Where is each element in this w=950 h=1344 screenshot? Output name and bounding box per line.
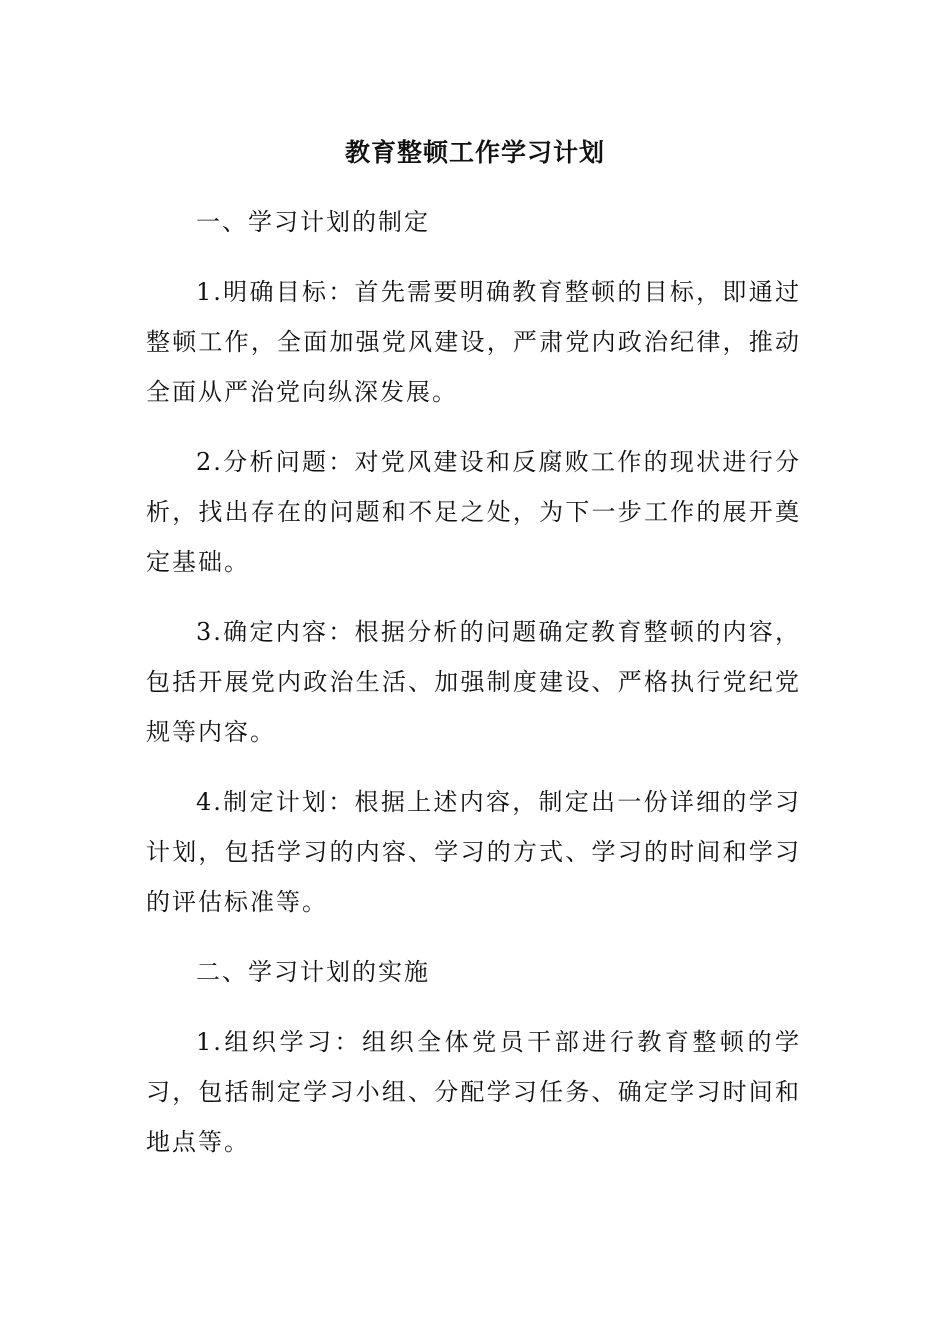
paragraph-1-4: 4.制定计划：根据上述内容，制定出一份详细的学习计划，包括学习的内容、学习的方式、学习的时间和学习的评估标准等。 — [146, 788, 801, 916]
paragraph-2-1: 1.组织学习：组织全体党员干部进行教育整顿的学习，包括制定学习小组、分配学习任务、确定学习时间和地点等。 — [146, 1028, 801, 1156]
paragraph-1-1: 1.明确目标：首先需要明确教育整顿的目标，即通过整顿工作，全面加强党风建设，严肃党内政治纪律，推动全面从严治党向纵深发展。 — [146, 278, 801, 406]
paragraph-1-2: 2.分析问题：对党风建设和反腐败工作的现状进行分析，找出存在的问题和不足之处，为下一步工作的展开奠定基础。 — [146, 448, 801, 576]
paragraph-1-3: 3.确定内容：根据分析的问题确定教育整顿的内容，包括开展党内政治生活、加强制度建设、严格执行党纪党规等内容。 — [146, 618, 801, 746]
section-heading-2: 二、学习计划的实施 — [196, 958, 430, 986]
document-title: 教育整顿工作学习计划 — [344, 138, 605, 167]
section-heading-1: 一、学习计划的制定 — [196, 208, 430, 236]
document-body — [146, 197, 801, 1187]
